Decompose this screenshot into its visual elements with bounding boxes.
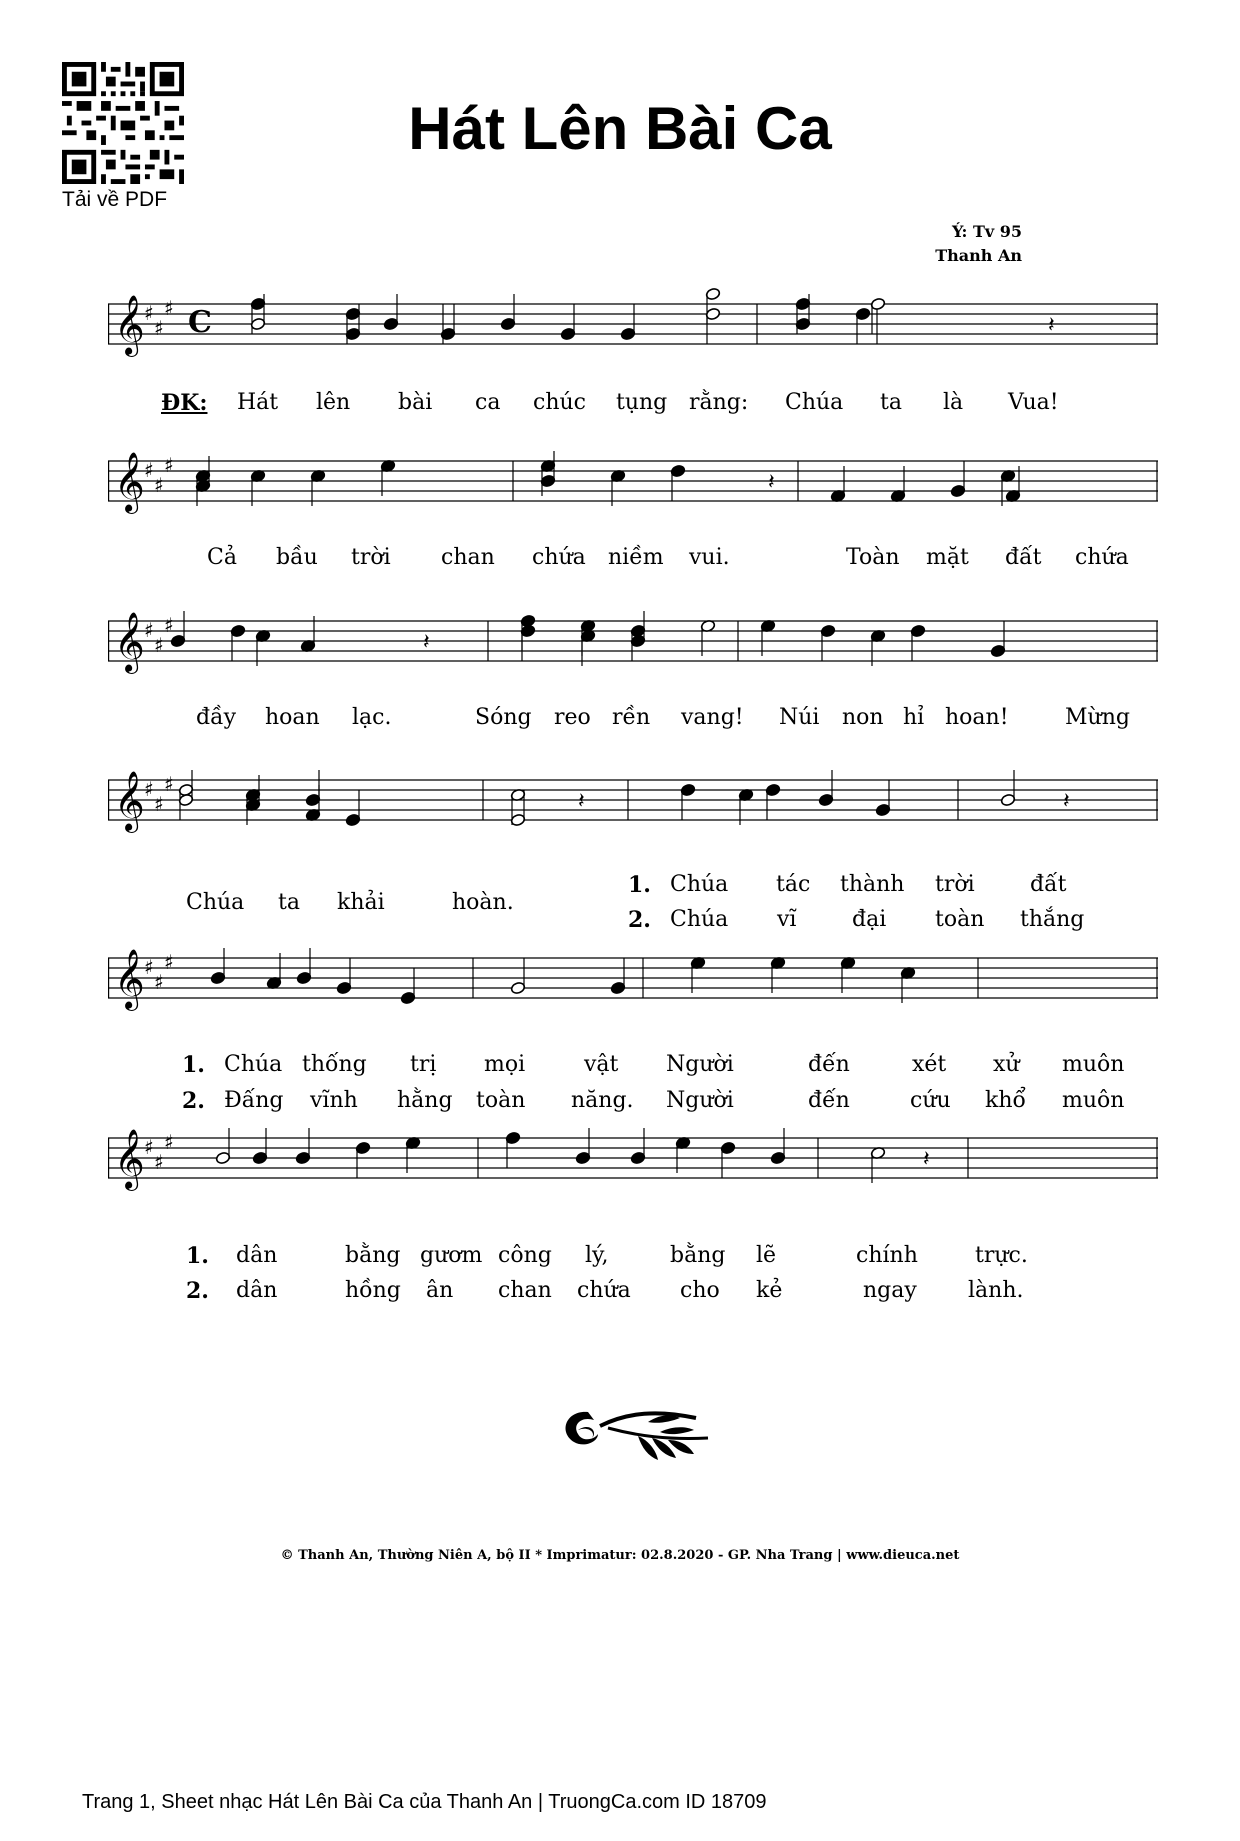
lyric-word: ân	[426, 1278, 454, 1303]
lyric-word: đại	[852, 907, 887, 932]
lyric-word: ta	[880, 390, 902, 415]
sharp-sign: ♯	[144, 618, 154, 642]
sharp-sign: ♯	[164, 950, 174, 974]
staff-system-4	[108, 752, 1158, 872]
sharp-sign: ♯	[164, 296, 174, 320]
lyric-word: kẻ	[756, 1278, 783, 1303]
verse-2-label: 2.	[182, 1088, 205, 1114]
staff-system-1	[108, 276, 1158, 396]
lyric-word: Chúa	[670, 872, 729, 897]
sharp-sign: ♯	[144, 777, 154, 801]
staff-system-5	[108, 930, 1158, 1050]
lyric-word: trực.	[975, 1243, 1028, 1268]
lyric-word: đất	[1030, 872, 1067, 897]
sharp-sign: ♯	[154, 1150, 164, 1174]
lyric-word: Vua!	[1008, 390, 1059, 415]
treble-clef-icon: 𝄞	[114, 771, 145, 831]
lyric-word: hằng	[397, 1088, 453, 1113]
staff-system-6	[108, 1110, 1158, 1230]
sharp-sign: ♯	[154, 792, 164, 816]
lyric-word: bằng	[670, 1243, 726, 1268]
lyric-word: thành	[840, 872, 905, 897]
lyric-word: chứa	[1075, 545, 1129, 570]
staff-system-2	[108, 433, 1158, 553]
treble-clef-icon: 𝄞	[114, 452, 145, 512]
quarter-rest: 𝄽	[923, 1147, 930, 1172]
quarter-rest: 𝄽	[1063, 789, 1070, 814]
lyric-word: muôn	[1062, 1088, 1125, 1113]
sharp-sign: ♯	[164, 613, 174, 637]
lyric-word: hoàn.	[452, 890, 514, 915]
lyric-word: chứa	[577, 1278, 631, 1303]
verse-2-label: 2.	[186, 1278, 209, 1304]
verse-1-label: 1.	[628, 872, 651, 898]
lyric-word: Người	[666, 1088, 734, 1113]
lyric-word: vui.	[689, 545, 730, 570]
lyric-word: hoan	[265, 705, 320, 730]
verse-1-label: 1.	[186, 1243, 209, 1269]
lyric-word: lẽ	[756, 1243, 777, 1268]
lyric-word: Chúa	[224, 1052, 283, 1077]
ornament-icon	[548, 1392, 718, 1472]
lyric-word: toàn	[476, 1088, 526, 1113]
lyric-word: khải	[337, 890, 385, 915]
quarter-rest: 𝄽	[578, 789, 585, 814]
sharp-sign: ♯	[164, 453, 174, 477]
sharp-sign: ♯	[144, 1135, 154, 1159]
lyric-word: Hát	[237, 390, 279, 415]
lyric-word: tác	[776, 872, 811, 897]
lyric-word: lên	[316, 390, 351, 415]
copyright-footer: © Thanh An, Thường Niên A, bộ II * Imprimatur: 02.8.2020 - GP. Nha Trang | www.dieuca.net	[280, 1548, 960, 1563]
lyric-word: niềm	[608, 545, 664, 570]
lyric-word: hồng	[345, 1278, 401, 1303]
staff-system-3	[108, 593, 1158, 713]
sharp-sign: ♯	[164, 1130, 174, 1154]
lyric-word: đầy	[196, 705, 236, 730]
lyric-word: xét	[912, 1052, 947, 1077]
lyric-word: chan	[441, 545, 495, 570]
lyric-word: bầu	[276, 545, 318, 570]
treble-clef-icon: 𝄞	[114, 295, 145, 355]
lyric-word: reo	[554, 705, 591, 730]
download-pdf-link[interactable]: Tải về PDF	[62, 188, 168, 211]
lyric-word: trời	[935, 872, 975, 897]
lyric-word: thống	[302, 1052, 367, 1077]
lyric-word: trời	[351, 545, 391, 570]
lyric-word: vang!	[681, 705, 744, 730]
lyric-word: chan	[498, 1278, 552, 1303]
lyric-word: lành.	[968, 1278, 1024, 1303]
lyric-word: trị	[410, 1052, 437, 1077]
lyric-word: là	[943, 390, 964, 415]
song-title: Hát Lên Bài Ca	[408, 95, 832, 162]
lyric-word: bằng	[345, 1243, 401, 1268]
lyric-word: mặt	[926, 545, 969, 570]
lyric-word: rằng:	[689, 390, 749, 415]
lyric-word: xử	[993, 1052, 1020, 1077]
lyric-word: rền	[612, 705, 651, 730]
lyric-word: đến	[808, 1088, 850, 1113]
lyric-word: lý,	[585, 1243, 609, 1268]
lyric-word: toàn	[935, 907, 985, 932]
time-signature: C	[188, 305, 212, 340]
lyric-word: ta	[278, 890, 300, 915]
lyric-word: dân	[236, 1243, 278, 1268]
sharp-sign: ♯	[154, 633, 164, 657]
quarter-rest: 𝄽	[423, 630, 430, 655]
lyric-word: thắng	[1020, 907, 1085, 932]
lyric-word: cho	[680, 1278, 720, 1303]
psalm-reference: Ý: Tv 95	[952, 222, 1022, 241]
lyric-word: Chúa	[186, 890, 245, 915]
sharp-sign: ♯	[154, 316, 164, 340]
verse-1-label: 1.	[182, 1052, 205, 1078]
lyric-word: chứa	[532, 545, 586, 570]
lyric-word: ca	[475, 390, 501, 415]
sharp-sign: ♯	[164, 772, 174, 796]
lyric-word: đến	[808, 1052, 850, 1077]
lyric-word: dân	[236, 1278, 278, 1303]
lyric-word: non	[842, 705, 884, 730]
sharp-sign: ♯	[154, 473, 164, 497]
lyric-word: hỉ	[903, 705, 925, 730]
lyric-word: Chúa	[670, 907, 729, 932]
lyric-word: hoan!	[945, 705, 1009, 730]
lyric-word: Cả	[207, 545, 237, 570]
composer-name: Thanh An	[935, 246, 1022, 265]
page-info-footer: Trang 1, Sheet nhạc Hát Lên Bài Ca của Thanh An | TruongCa.com ID 18709	[82, 1791, 767, 1813]
lyric-word: Toàn	[846, 545, 900, 570]
sharp-sign: ♯	[144, 955, 154, 979]
lyric-word: cứu	[910, 1088, 951, 1113]
lyric-word: gươm	[420, 1243, 483, 1268]
lyric-word: vĩ	[777, 907, 797, 932]
treble-clef-icon: 𝄞	[114, 949, 145, 1009]
quarter-rest: 𝄽	[1048, 313, 1055, 338]
lyric-word: khổ	[985, 1088, 1026, 1113]
lyric-word: Mừng	[1065, 705, 1130, 730]
lyric-word: chính	[856, 1243, 918, 1268]
lyric-word: năng.	[571, 1088, 634, 1113]
lyric-word: muôn	[1062, 1052, 1125, 1077]
sharp-sign: ♯	[144, 458, 154, 482]
sharp-sign: ♯	[144, 301, 154, 325]
lyric-word: Sóng	[475, 705, 532, 730]
chorus-label: ĐK:	[161, 390, 208, 416]
lyric-word: Đấng	[224, 1088, 284, 1113]
lyric-word: Núi	[779, 705, 820, 730]
sharp-sign: ♯	[154, 970, 164, 994]
lyric-word: lạc.	[352, 705, 392, 730]
lyric-word: đất	[1005, 545, 1042, 570]
lyric-word: vật	[584, 1052, 619, 1077]
quarter-rest: 𝄽	[768, 470, 775, 495]
lyric-word: tụng	[616, 390, 668, 415]
lyric-word: ngay	[863, 1278, 917, 1303]
lyric-word: bài	[398, 390, 433, 415]
lyric-word: công	[498, 1243, 552, 1268]
lyric-word: chúc	[533, 390, 586, 415]
lyric-word: mọi	[484, 1052, 526, 1077]
lyric-word: vĩnh	[310, 1088, 358, 1113]
treble-clef-icon: 𝄞	[114, 612, 145, 672]
lyric-word: Chúa	[785, 390, 844, 415]
lyric-word: Người	[666, 1052, 734, 1077]
verse-2-label: 2.	[628, 907, 651, 933]
treble-clef-icon: 𝄞	[114, 1129, 145, 1189]
